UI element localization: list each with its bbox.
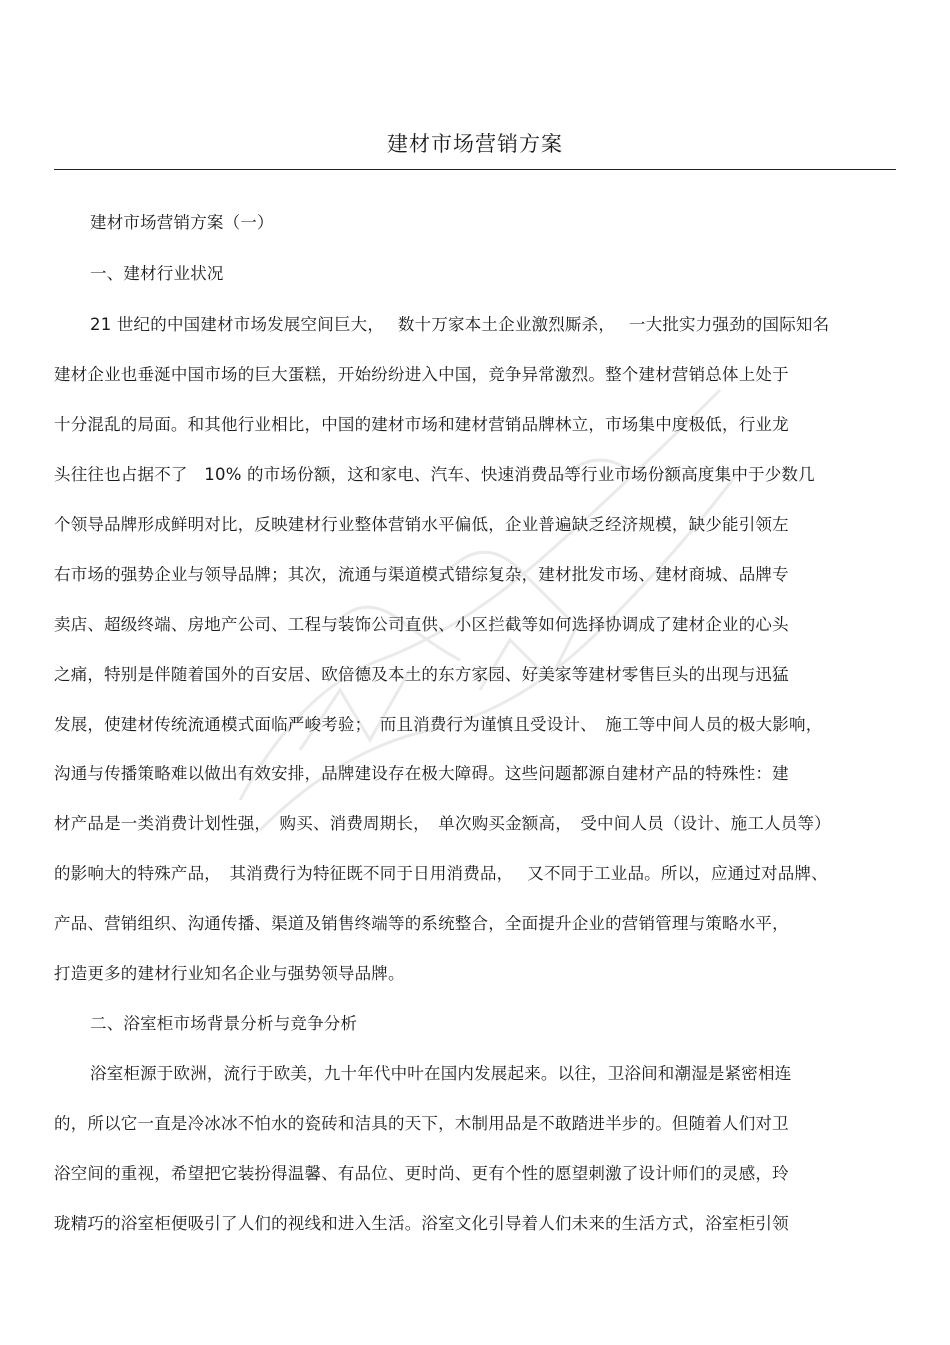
paragraph-line: 十分混乱的局面。和其他行业相比，中国的建材市场和建材营销品牌林立，市场集中度极低，行业龙 — [54, 415, 789, 434]
paragraph-line: 打造更多的建材行业知名企业与强势领导品牌。 — [54, 964, 405, 983]
section-heading: 建材市场营销方案（一） — [90, 213, 274, 232]
paragraph-line: 的影响大的特殊产品， 其消费行为特征既不同于日用消费品， 又不同于工业品。所以，应通过对品牌、 — [54, 864, 828, 883]
paragraph-line: 个领导品牌形成鲜明对比，反映建材行业整体营销水平偏低，企业普遍缺乏经济规模，缺少能引领左 — [54, 515, 789, 534]
paragraph-line: 21 世纪的中国建材市场发展空间巨大， 数十万家本土企业激烈厮杀， 一大批实力强劲的国际知名 — [90, 315, 830, 334]
section-heading: 二、浴室柜市场背景分析与竞争分析 — [90, 1014, 358, 1033]
paragraph-line: 建材企业也垂涎中国市场的巨大蛋糕，开始纷纷进入中国，竞争异常激烈。整个建材营销总体上处于 — [54, 365, 789, 384]
paragraph-line: 浴室柜源于欧洲，流行于欧美，九十年代中叶在国内发展起来。以往，卫浴间和潮湿是紧密相连 — [90, 1064, 792, 1083]
paragraph-line: 的，所以它一直是冷冰冰不怕水的瓷砖和洁具的天下，木制用品是不敢踏进半步的。但随着人们对卫 — [54, 1114, 789, 1133]
paragraph-line: 浴空间的重视，希望把它装扮得温馨、有品位、更时尚、更有个性的愿望刺激了设计师们的灵感，玲 — [54, 1164, 789, 1183]
paragraph-line: 右市场的强势企业与领导品牌；其次，流通与渠道模式错综复杂，建材批发市场、建材商城、品牌专 — [54, 565, 789, 584]
page-title: 建材市场营销方案 — [387, 132, 563, 156]
paragraph-line: 发展，使建材传统流通模式面临严峻考验； 而且消费行为谨慎且受设计、 施工等中间人员的极大影响， — [54, 715, 823, 734]
paragraph-line: 材产品是一类消费计划性强， 购买、消费周期长， 单次购买金额高， 受中间人员（设计、施工人员等） — [54, 814, 831, 833]
paragraph-line: 珑精巧的浴室柜便吸引了人们的视线和进入生活。浴室文化引导着人们未来的生活方式，浴室柜引领 — [54, 1214, 789, 1233]
paragraph-line: 卖店、超级终端、房地产公司、工程与装饰公司直供、小区拦截等如何选择协调成了建材企业的心头 — [54, 615, 789, 634]
title-divider — [54, 169, 896, 170]
paragraph-line: 头往往也占据不了 10% 的市场份额，这和家电、汽车、快速消费品等行业市场份额高度集中于少数几 — [54, 465, 815, 484]
paragraph-line: 沟通与传播策略难以做出有效安排，品牌建设存在极大障碍。这些问题都源自建材产品的特殊性：建 — [54, 764, 789, 783]
section-heading: 一、建材行业状况 — [90, 264, 224, 283]
paragraph-line: 之痛，特别是伴随着国外的百安居、欧倍德及本土的东方家园、好美家等建材零售巨头的出现与迅猛 — [54, 665, 789, 684]
paragraph-line: 产品、营销组织、沟通传播、渠道及销售终端等的系统整合，全面提升企业的营销管理与策略水平， — [54, 914, 789, 933]
